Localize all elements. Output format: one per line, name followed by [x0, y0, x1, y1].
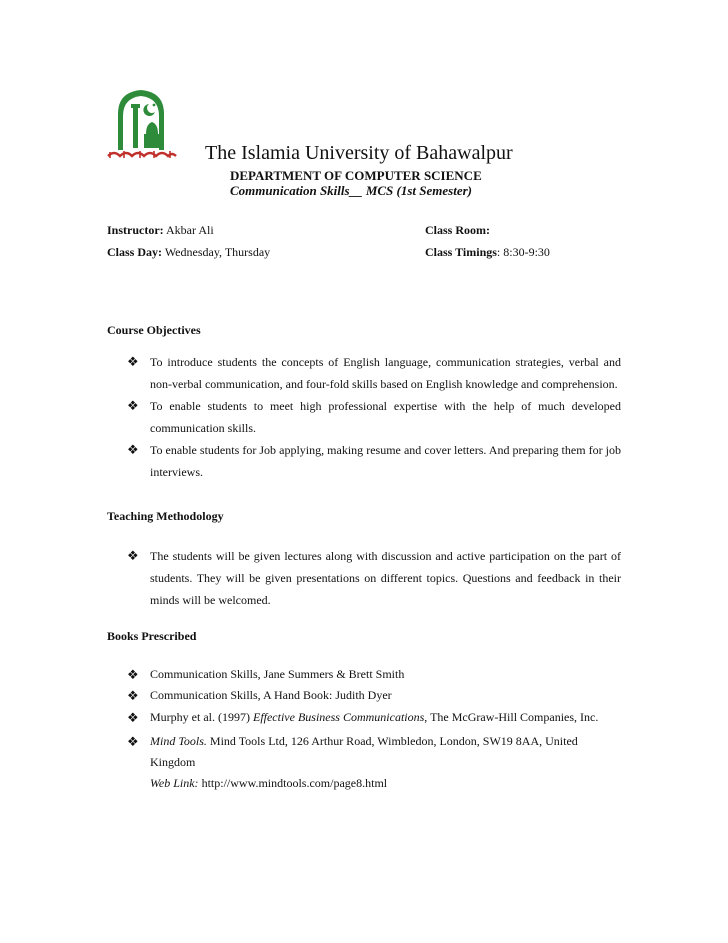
class-room-line — [425, 223, 490, 238]
book-text: Communication Skills, A Hand Book: Judith Dyer — [150, 688, 392, 702]
book-text-pre: Murphy et al. (1997) — [150, 710, 253, 724]
teaching-methodology-heading: Teaching Methodology — [107, 509, 224, 523]
web-link-url[interactable]: http://www.mindtools.com/page8.html — [198, 776, 388, 790]
diamond-bullet-icon: ❖ — [127, 688, 139, 703]
department-name: DEPARTMENT OF COMPUTER SCIENCE — [230, 168, 482, 183]
diamond-bullet-icon: ❖ — [127, 354, 139, 369]
list-item — [127, 664, 621, 685]
university-name: The Islamia University of Bahawalpur — [205, 142, 513, 164]
books-prescribed-heading: Books Prescribed — [107, 629, 197, 643]
objective-text: To introduce students the concepts of English language, communication strategies, verbal and non-verbal communication, and four-fold skills based on English knowledge and comprehension. — [150, 355, 621, 391]
list-item — [127, 707, 621, 728]
class-timings-line — [425, 245, 550, 260]
course-objectives-heading: Course Objectives — [107, 323, 201, 337]
diamond-bullet-icon: ❖ — [127, 734, 139, 749]
book-title: Effective Business Communications — [252, 710, 425, 724]
university-crest-icon — [104, 86, 178, 166]
diamond-bullet-icon: ❖ — [127, 667, 139, 682]
class-day-value: Wednesday, Thursday — [164, 245, 271, 259]
methodology-list — [127, 545, 621, 611]
diamond-bullet-icon: ❖ — [127, 398, 139, 413]
book-text-post: , The McGraw-Hill Companies, Inc. — [424, 710, 599, 724]
list-item — [127, 685, 621, 706]
book-title: Mind Tools. — [150, 734, 207, 748]
class-room-label: Class Room: — [425, 223, 490, 237]
instructor-line — [107, 223, 214, 238]
diamond-bullet-icon: ❖ — [127, 710, 139, 725]
methodology-text: The students will be given lectures along with discussion and active participation on the part of students. They will be given presentations on different topics. Questions and feedback in their minds will be welcomed. — [150, 549, 621, 607]
objectives-list — [127, 351, 621, 483]
book-text: Communication Skills, Jane Summers & Brett Smith — [150, 667, 405, 681]
list-item — [127, 439, 621, 483]
list-item — [127, 731, 621, 794]
instructor-value: Akbar Ali — [166, 223, 214, 237]
book-text-post: Mind Tools Ltd, 126 Arthur Road, Wimbledon, London, SW19 8AA, United Kingdom — [150, 734, 578, 769]
books-list — [127, 664, 621, 794]
class-day-line — [107, 245, 270, 260]
instructor-label: Instructor: — [107, 223, 164, 237]
list-item — [127, 351, 621, 395]
diamond-bullet-icon: ❖ — [127, 548, 139, 563]
class-day-label: Class Day: — [107, 245, 163, 259]
list-item — [127, 545, 621, 611]
course-title: Communication Skills__ MCS (1st Semester) — [230, 183, 472, 198]
objective-text: To enable students to meet high professional expertise with the help of much developed communication skills. — [150, 399, 621, 435]
class-timings-label: Class Timings — [425, 245, 497, 259]
web-link-label: Web Link: — [150, 776, 199, 790]
objective-text: To enable students for Job applying, making resume and cover letters. And preparing them for job interviews. — [150, 443, 621, 479]
list-item — [127, 395, 621, 439]
diamond-bullet-icon: ❖ — [127, 442, 139, 457]
class-timings-value: : 8:30-9:30 — [496, 245, 550, 259]
